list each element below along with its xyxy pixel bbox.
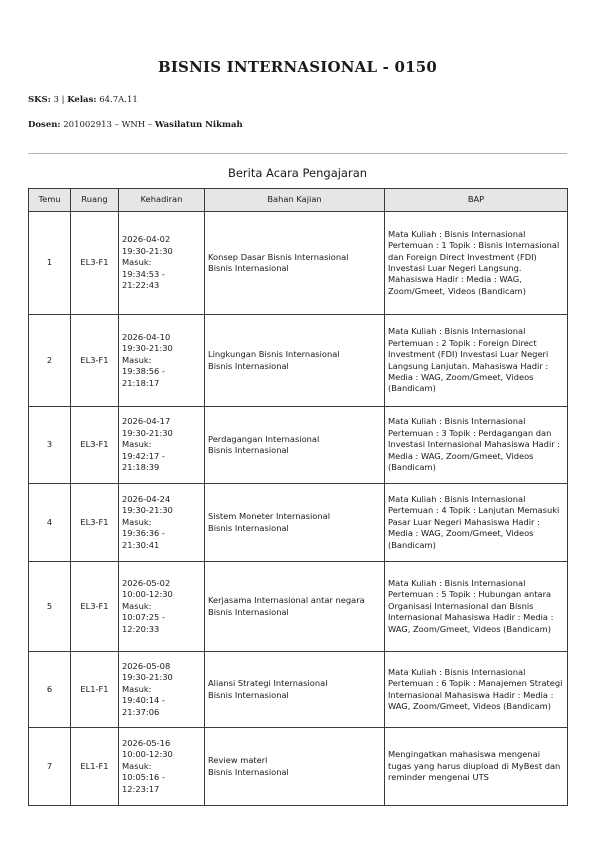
cell-ruang: EL1-F1 xyxy=(71,728,119,806)
cell-bahan-kajian xyxy=(205,652,385,728)
dosen-value: 201002913 – WNH – xyxy=(63,120,153,130)
table-row xyxy=(29,212,568,315)
kehadiran-line: 19:40:14 - xyxy=(122,695,165,706)
kehadiran-line: 10:05:16 - xyxy=(122,772,165,783)
lecturer-info-line xyxy=(28,120,243,130)
cell-temu: 1 xyxy=(29,212,71,315)
kehadiran-line: 2026-04-02 xyxy=(122,234,171,245)
cell-bap: Mata Kuliah : Bisnis Internasional Pertemuan : 1 Topik : Bisnis Internasional dan Foreign Direct Investment (FDI) Investasi Luar Negeri Langsung. Mahasiswa Hadir : Media : WAG, Zoom/Gmeet, Videos (Bandicam) xyxy=(385,212,568,315)
teaching-log-table xyxy=(28,188,568,806)
kehadiran-line: Masuk: xyxy=(122,516,152,527)
cell-temu: 2 xyxy=(29,315,71,407)
cell-kehadiran xyxy=(119,315,205,407)
cell-temu: 5 xyxy=(29,562,71,652)
kehadiran-line: 12:23:17 xyxy=(122,783,160,794)
kehadiran-line: 19:30-21:30 xyxy=(122,505,173,516)
kehadiran-line: 19:30-21:30 xyxy=(122,343,173,354)
kehadiran-line: Masuk: xyxy=(122,439,152,450)
bahan-kajian-line: Bisnis Internasional xyxy=(208,445,289,455)
column-header-kehadiran: Kehadiran xyxy=(119,189,205,212)
kehadiran-line: 12:20:33 xyxy=(122,623,160,634)
kelas-value: 64.7A.11 xyxy=(99,95,138,105)
cell-bahan-kajian xyxy=(205,562,385,652)
dosen-name: Wasilatun Nikmah xyxy=(154,120,243,130)
cell-bahan-kajian xyxy=(205,315,385,407)
table-row xyxy=(29,484,568,562)
document-title: BISNIS INTERNASIONAL - 0150 xyxy=(157,58,438,76)
bahan-kajian-line: Lingkungan Bisnis Internasional xyxy=(208,349,340,360)
kehadiran-line: 19:36:36 - xyxy=(122,528,165,539)
cell-bap: Mata Kuliah : Bisnis Internasional Pertemuan : 3 Topik : Perdagangan dan Investasi Internasional Mahasiswa Hadir : Media : WAG, Zoom/Gmeet, Videos (Bandicam) xyxy=(385,407,568,484)
kehadiran-line: 19:42:17 - xyxy=(122,450,165,461)
bahan-kajian-line: Bisnis Internasional xyxy=(208,606,289,617)
kehadiran-line: Masuk: xyxy=(122,354,152,365)
cell-bap: Mata Kuliah : Bisnis Internasional Pertemuan : 2 Topik : Foreign Direct Investment (FDI) Investasi Luar Negeri Langsung Lanjutan. Mahasiswa Hadir : Media : WAG, Zoom/Gmeet, Videos (Bandicam) xyxy=(385,315,568,407)
kehadiran-line: 21:18:39 xyxy=(122,462,160,473)
dosen-label: Dosen: xyxy=(28,120,61,130)
kehadiran-line: 10:00-12:30 xyxy=(122,749,173,760)
kehadiran-line: Masuk: xyxy=(122,683,152,694)
cell-bahan-kajian xyxy=(205,728,385,806)
cell-bahan-kajian xyxy=(205,212,385,315)
bahan-kajian-line: Konsep Dasar Bisnis Internasional xyxy=(208,251,349,262)
cell-bahan-kajian xyxy=(205,484,385,562)
kehadiran-line: 2026-05-16 xyxy=(122,737,171,748)
kelas-label: Kelas: xyxy=(67,95,97,105)
kehadiran-line: 19:38:56 - xyxy=(122,366,165,377)
kehadiran-line: Masuk: xyxy=(122,600,152,611)
kehadiran-line: 2026-04-10 xyxy=(122,331,171,342)
kehadiran-line: 21:22:43 xyxy=(122,280,160,291)
cell-kehadiran xyxy=(119,407,205,484)
course-info-line xyxy=(28,95,138,105)
cell-temu: 3 xyxy=(29,407,71,484)
kehadiran-line: 19:30-21:30 xyxy=(122,672,173,683)
kehadiran-line: Masuk: xyxy=(122,257,152,268)
kehadiran-line: 2026-04-24 xyxy=(122,493,171,504)
kehadiran-line: 2026-04-17 xyxy=(122,416,171,427)
section-title: Berita Acara Pengajaran xyxy=(227,166,368,180)
cell-kehadiran xyxy=(119,212,205,315)
bahan-kajian-line: Bisnis Internasional xyxy=(208,766,289,777)
table-row xyxy=(29,728,568,806)
sks-value: 3 xyxy=(53,95,59,105)
bahan-kajian-line: Aliansi Strategi Internasional xyxy=(208,678,328,689)
table-header-row xyxy=(29,189,568,212)
kehadiran-line: 21:30:41 xyxy=(122,539,160,550)
kehadiran-line: 2026-05-02 xyxy=(122,577,171,588)
column-header-ruang: Ruang xyxy=(71,189,119,212)
kehadiran-line: 2026-05-08 xyxy=(122,660,171,671)
bahan-kajian-line: Review materi xyxy=(208,755,268,766)
cell-bap: Mata Kuliah : Bisnis Internasional Pertemuan : 4 Topik : Lanjutan Memasuki Pasar Luar Negeri Mahasiswa Hadir : Media : WAG, Zoom/Gmeet, Videos (Bandicam) xyxy=(385,484,568,562)
cell-temu: 6 xyxy=(29,652,71,728)
bahan-kajian-line: Bisnis Internasional xyxy=(208,689,289,700)
bahan-kajian-line: Bisnis Internasional xyxy=(208,522,289,533)
divider xyxy=(28,153,567,154)
cell-kehadiran xyxy=(119,484,205,562)
cell-ruang: EL3-F1 xyxy=(71,562,119,652)
bahan-kajian-line: Sistem Moneter Internasional xyxy=(208,511,330,522)
table-row xyxy=(29,407,568,484)
cell-ruang: EL3-F1 xyxy=(71,212,119,315)
cell-ruang: EL3-F1 xyxy=(71,315,119,407)
kehadiran-line: 19:30-21:30 xyxy=(122,427,173,438)
cell-temu: 4 xyxy=(29,484,71,562)
bahan-kajian-line: Bisnis Internasional xyxy=(208,263,289,273)
bahan-kajian-line: Bisnis Internasional xyxy=(208,360,289,371)
kehadiran-line: 19:30-21:30 xyxy=(122,245,173,256)
table-row xyxy=(29,652,568,728)
cell-kehadiran xyxy=(119,562,205,652)
kehadiran-line: 19:34:53 - xyxy=(122,268,165,279)
kehadiran-line: Masuk: xyxy=(122,760,152,771)
cell-ruang: EL3-F1 xyxy=(71,407,119,484)
table-row xyxy=(29,562,568,652)
cell-bap: Mengingatkan mahasiswa mengenai tugas yang harus diupload di MyBest dan reminder mengenai UTS xyxy=(385,728,568,806)
column-header-bap: BAP xyxy=(385,189,568,212)
cell-bap: Mata Kuliah : Bisnis Internasional Pertemuan : 6 Topik : Manajemen Strategi Internasional Mahasiswa Hadir : Media : WAG, Zoom/Gmeet, Videos (Bandicam) xyxy=(385,652,568,728)
column-header-bahan-kajian: Bahan Kajian xyxy=(205,189,385,212)
cell-temu: 7 xyxy=(29,728,71,806)
kehadiran-line: 10:07:25 - xyxy=(122,612,165,623)
bahan-kajian-line: Kerjasama Internasional antar negara xyxy=(208,595,365,606)
cell-ruang: EL1-F1 xyxy=(71,652,119,728)
table-row xyxy=(29,315,568,407)
cell-kehadiran xyxy=(119,728,205,806)
cell-bap: Mata Kuliah : Bisnis Internasional Pertemuan : 5 Topik : Hubungan antara Organisasi Internasional dan Bisnis Internasional Mahasiswa Hadir : Media : WAG, Zoom/Gmeet, Videos (Bandicam) xyxy=(385,562,568,652)
column-header-temu: Temu xyxy=(29,189,71,212)
sks-label: SKS: xyxy=(28,95,51,105)
cell-kehadiran xyxy=(119,652,205,728)
separator: | xyxy=(61,95,65,105)
kehadiran-line: 10:00-12:30 xyxy=(122,589,173,600)
bahan-kajian-line: Perdagangan Internasional xyxy=(208,433,320,444)
kehadiran-line: 21:37:06 xyxy=(122,706,160,717)
cell-ruang: EL3-F1 xyxy=(71,484,119,562)
cell-bahan-kajian xyxy=(205,407,385,484)
kehadiran-line: 21:18:17 xyxy=(122,377,160,388)
